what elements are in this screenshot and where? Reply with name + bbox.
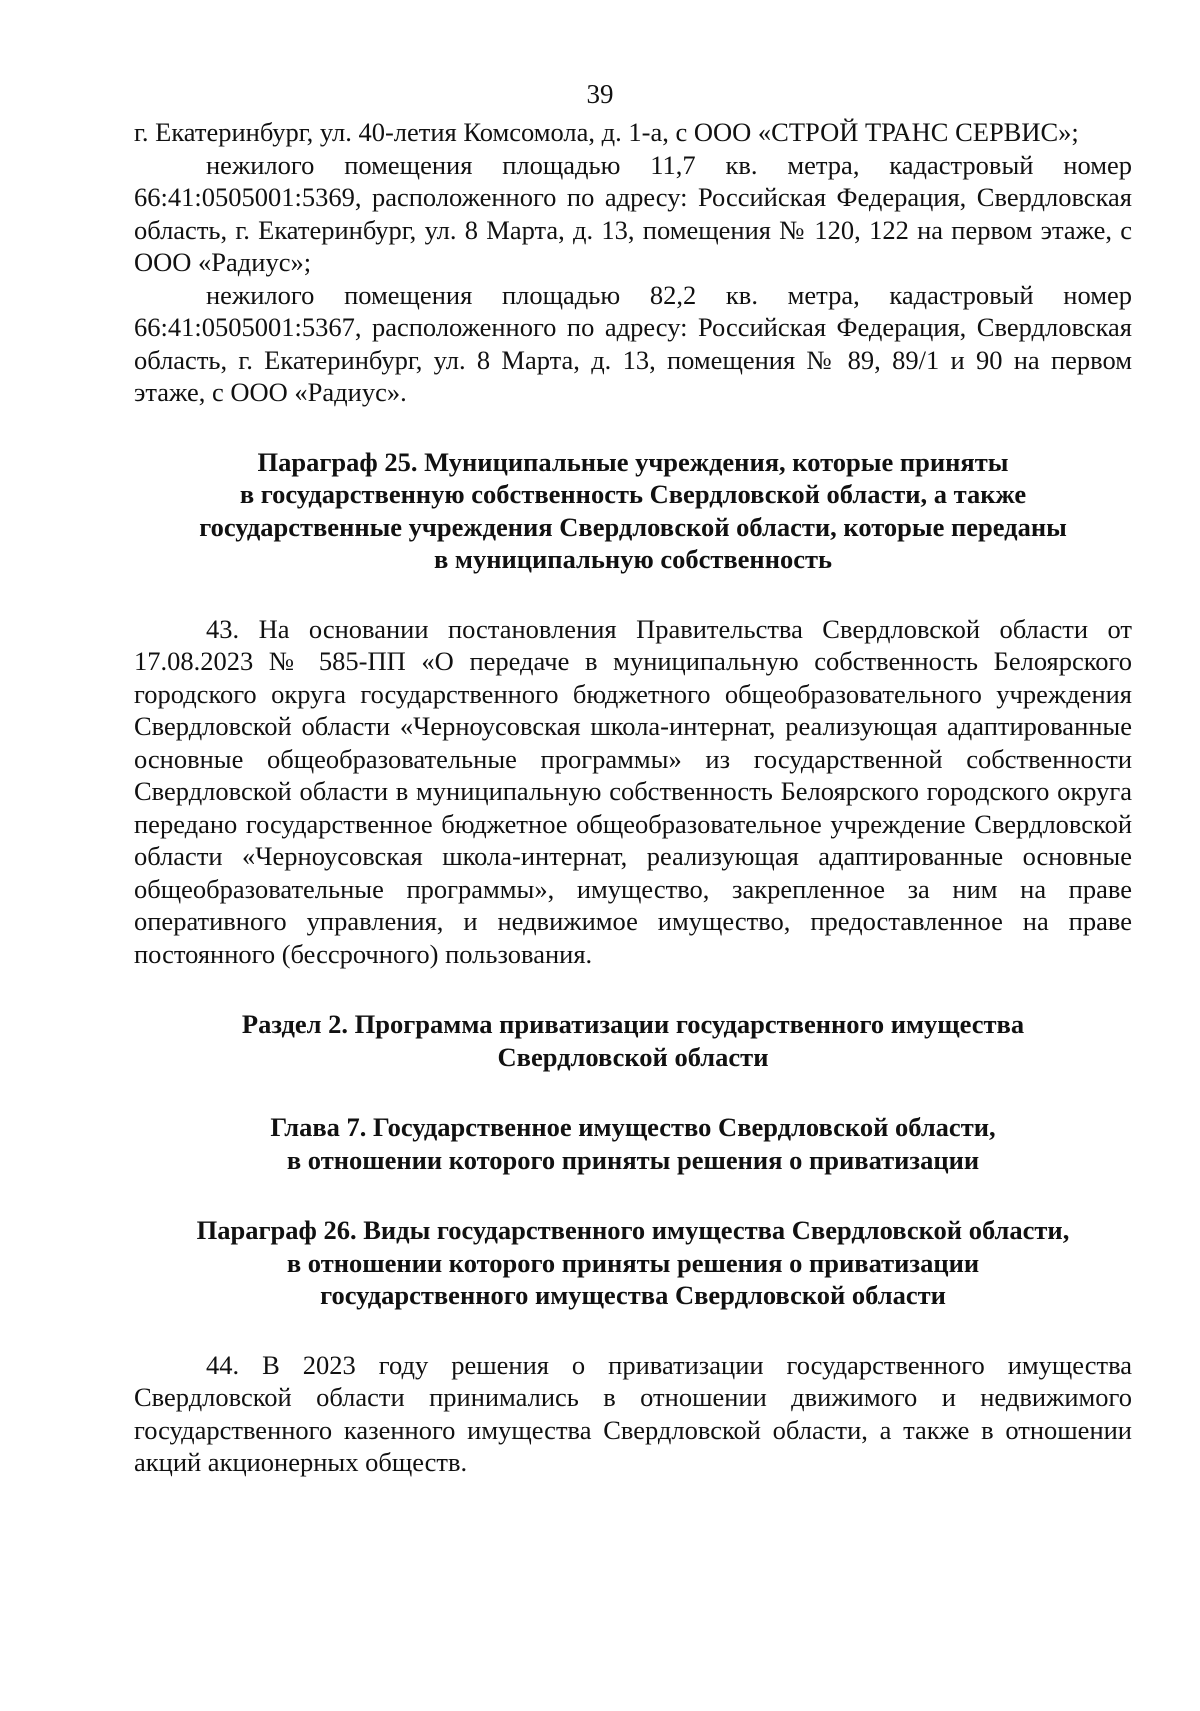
heading-line: государственного имущества Свердловской области	[320, 1280, 946, 1310]
document-body	[134, 116, 1132, 1479]
heading-line: Свердловской области	[497, 1041, 769, 1072]
heading-glava-7	[134, 1111, 1132, 1176]
heading-razdel-2	[134, 1008, 1132, 1073]
paragraph-address-stroy-trans: г. Екатеринбург, ул. 40-летия Комсомола, д. 1-а, с ООО «СТРОЙ ТРАНС СЕРВИС»;	[134, 117, 1079, 147]
paragraph-item-43: 43. На основании постановления Правительства Свердловской области от 17.08.2023 № 585-ПП «О передаче в муниципальную собственность Белоярского городского округа государственного бюджетного общеобразовательного учреждения Свердловской области «Черноусовская школа-интернат, реализующая адаптированные основные общеобразовательные программы» из государственной собственности Свердловской области в муниципальную собственность Белоярского городского округа передано государственное бюджетное общеобразовательное учреждение Свердловской области «Черноусовская школа-интернат, реализующая адаптированные основные общеобразовательные программы», имущество, закрепленное за ним на праве оперативного управления, и недвижимое имущество, предоставленное на праве постоянного (бессрочного) пользования.	[134, 613, 1132, 969]
heading-line: Глава 7. Государственное имущество Свердловской области,	[270, 1112, 996, 1142]
heading-paragraph-26	[134, 1214, 1132, 1312]
heading-line: в отношении которого приняты решения о приватизации	[286, 1247, 980, 1278]
paragraph-premises-5367: нежилого помещения площадью 82,2 кв. метра, кадастровый номер 66:41:0505001:5367, расположенного по адресу: Российская Федерация, Свердловская область, г. Екатеринбург, ул. 8 Марта, д. 13, помещения № 89, 89/1 и 90 на первом этаже, с ООО «Радиус».	[134, 279, 1132, 407]
paragraph-item-44: 44. В 2023 году решения о приватизации государственного имущества Свердловской области принимались в отношении движимого и недвижимого государственного казенного имущества Свердловской области, а также в отношении акций акционерных обществ.	[134, 1349, 1132, 1477]
heading-line: государственные учреждения Свердловской области, которые переданы	[199, 511, 1067, 542]
heading-line: в муниципальную собственность	[433, 544, 833, 574]
heading-line: Параграф 25. Муниципальные учреждения, которые приняты	[257, 446, 1009, 477]
heading-line: Раздел 2. Программа приватизации государственного имущества	[241, 1009, 1025, 1039]
heading-line: Параграф 26. Виды государственного имущества Свердловской области,	[196, 1215, 1070, 1245]
page-number: 39	[586, 79, 614, 109]
heading-line: в отношении которого приняты решения о приватизации	[286, 1144, 980, 1175]
heading-paragraph-25	[134, 446, 1132, 576]
heading-line: в государственную собственность Свердловской области, а также	[239, 479, 1027, 509]
paragraph-premises-5369: нежилого помещения площадью 11,7 кв. метра, кадастровый номер 66:41:0505001:5369, расположенного по адресу: Российская Федерация, Свердловская область, г. Екатеринбург, ул. 8 Марта, д. 13, помещения № 120, 122 на первом этаже, с ООО «Радиус»;	[134, 149, 1132, 277]
